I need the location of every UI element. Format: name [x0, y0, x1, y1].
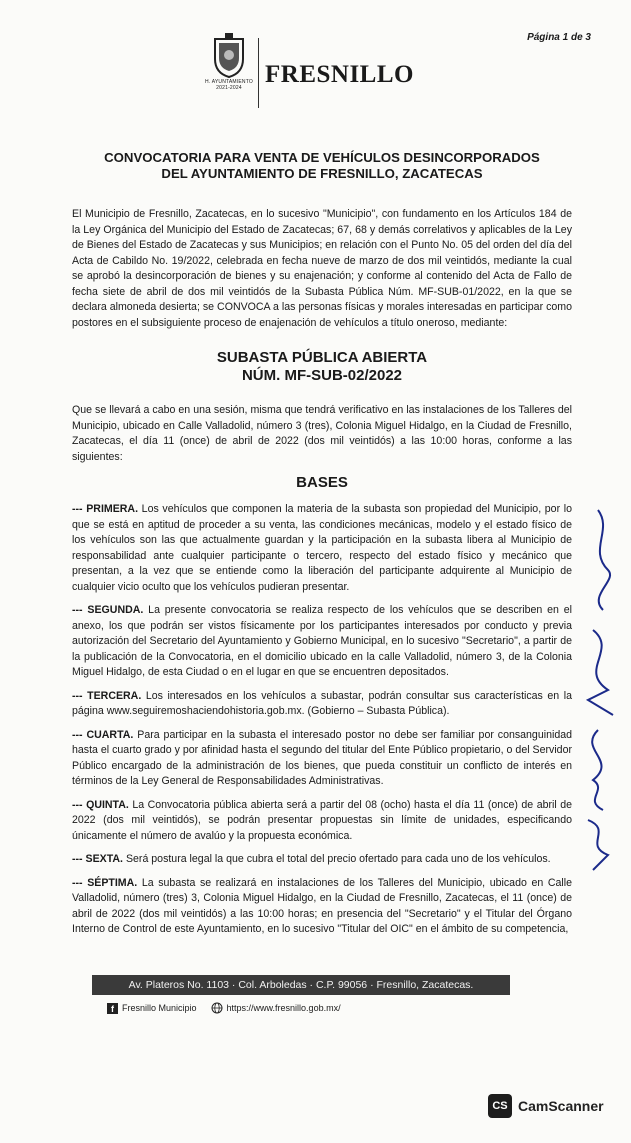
- camscanner-label: CamScanner: [518, 1098, 604, 1114]
- base-label: --- SÉPTIMA.: [72, 876, 138, 889]
- base-septima: [72, 876, 572, 938]
- base-text: La Convocatoria pública abierta será a partir del 08 (ocho) hasta el día 11 (once) de abril de 2022 (dos mil veintidós), se podrán presentar propuestas sin límite de unidades, especificando únicamente el número de avalúo y la propuesta económica.: [72, 798, 572, 842]
- municipal-seal: [200, 33, 258, 91]
- base-label: --- QUINTA.: [72, 798, 129, 811]
- seal-line-1: H. AYUNTAMIENTO: [204, 79, 253, 85]
- title-line-2: DEL AYUNTAMIENTO DE FRESNILLO, ZACATECAS: [161, 166, 483, 181]
- base-label: --- PRIMERA.: [72, 503, 139, 515]
- seal-line-2: 2021-2024: [216, 85, 242, 91]
- bases-heading: BASES: [296, 474, 348, 491]
- footer-address: Av. Plateros No. 1103 · Col. Arboledas · C.P. 99056 · Fresnillo, Zacatecas.: [92, 975, 510, 995]
- logo-divider: [258, 38, 259, 108]
- base-cuarta: [72, 728, 572, 790]
- base-label: --- SEXTA.: [72, 853, 124, 865]
- brand-name: FRESNILLO: [265, 61, 414, 88]
- auction-heading: [72, 349, 572, 385]
- page-number: Página 1 de 3: [527, 32, 591, 43]
- facebook-link[interactable]: Fresnillo Municipio: [122, 1003, 197, 1013]
- title-line-1: CONVOCATORIA PARA VENTA DE VEHÍCULOS DESINCORPORADOS: [104, 150, 540, 165]
- base-text: Los vehículos que componen la materia de la subasta son propiedad del Municipio, por lo que se está en aptitud de proceder a su venta, las condiciones mecánicas, modelo y el estado físico de los vehículos son las que actualmente guardan y la participación en la subasta libera al Municipio de responsabilidad ante cualquier participante o tercero, respecto del estado físico y mecánico que presentan, a la vez que se entiende como la liberación del participante adquirente al Municipio de cualquier vicio oculto que los vehículos pudieran presentar.: [72, 503, 572, 593]
- base-text: Los interesados en los vehículos a subastar, podrán consultar sus características en la página www.seguiremoshaciendohistoria.gob.mx. (Gobierno – Subasta Pública).: [72, 689, 572, 717]
- facebook-icon: f: [107, 1003, 118, 1014]
- base-quinta: [72, 798, 572, 845]
- auction-line-2: NÚM. MF-SUB-02/2022: [241, 367, 403, 384]
- auction-line-1: SUBASTA PÚBLICA ABIERTA: [216, 349, 428, 366]
- base-text: La presente convocatoria se realiza respecto de los vehículos que se describen en el anexo, los que podrán ser vistos físicamente por los participantes interesados por conducto y previa autorización del Secretario del Ayuntamiento y Gobierno Municipal, en lo sucesivo "Secretario", a partir de la publicación de la Convocatoria, en el domicilio ubicado en la calle Valladolid, número 3, de la Colonia Miguel Hidalgo, de esta Ciudad o en el lugar en que se encuentren depositados.: [72, 604, 572, 678]
- base-label: --- CUARTA.: [72, 728, 134, 741]
- base-label: --- SEGUNDA.: [72, 604, 144, 616]
- camscanner-icon: CS: [488, 1094, 512, 1118]
- camscanner-watermark: [488, 1094, 604, 1118]
- base-sexta: [72, 852, 572, 868]
- base-primera: [72, 502, 572, 595]
- base-label: --- TERCERA.: [72, 689, 142, 702]
- handwritten-signatures: [568, 500, 628, 880]
- footer-links: [107, 1002, 341, 1014]
- base-text: Será postura legal la que cubra el total del precio ofertado para cada uno de los vehículos.: [123, 853, 551, 865]
- coat-of-arms-icon: [211, 33, 247, 79]
- document-title: [72, 150, 572, 182]
- base-tercera: [72, 689, 572, 720]
- website-link[interactable]: https://www.fresnillo.gob.mx/: [226, 1003, 341, 1013]
- base-text: La subasta se realizará en instalaciones de los Talleres del Municipio, ubicado en Calle Valladolid, número (tres) 3, Colonia Miguel Hidalgo, en la Ciudad de Fresnillo, Zacatecas, el 11 (once) de abril de 2022 (dos mil veintidós) a las 10:00 horas; en presencia del "Secretario" y el Titular del Órgano Interno de Control de este Ayuntamiento, en lo sucesivo "Titular del OIC" en el ámbito de su competencia,: [72, 876, 572, 935]
- intro-paragraph: El Municipio de Fresnillo, Zacatecas, en lo sucesivo "Municipio", con fundamento en los Artículos 184 de la Ley Orgánica del Municipio del Estado de Zacatecas; 67, 68 y demás correlativos y aplicables de la Ley de Bienes del Estado de Zacatecas y sus Municipios; en relación con el Punto No. 05 del orden del día del Acta de Cabildo No. 19/2022, celebrada en fecha nueve de marzo de dos mil veintidós, mediante la cual se aprobó la desincorporación de bienes y su enajenación; y conforme al contenido del Acta de Fallo de fecha siete de abril de dos mil veintidós de la Subasta Pública Núm. MF-SUB-01/2022, en la que se declara almoneda desierta; se CONVOCA a las personas físicas y morales interesadas en participar como postores en el subsiguiente proceso de enajenación de vehículos a título oneroso, mediante:: [72, 208, 572, 329]
- globe-icon: [211, 1002, 223, 1014]
- base-text: Para participar en la subasta el interesado postor no debe ser familiar por consanguinidad hasta el cuarto grado y por afinidad hasta el segundo del titular del Ente Público propietario, o del Servidor Público encargado de la administración de los bienes, que pueda constituir un conflicto de interés en términos de la Ley General de Responsabilidades Administrativas.: [72, 728, 572, 787]
- base-segunda: [72, 603, 572, 681]
- document-body: [72, 150, 572, 946]
- invite-paragraph: Que se llevará a cabo en una sesión, misma que tendrá verificativo en las instalaciones de los Talleres del Municipio, ubicado en Calle Valladolid, número 3 (tres), Colonia Miguel Hidalgo, en la Ciudad de Fresnillo, Zacatecas, el día 11 (once) de abril de 2022 (dos mil veintidós) a las 10:00 horas, conforme a las siguientes:: [72, 404, 572, 463]
